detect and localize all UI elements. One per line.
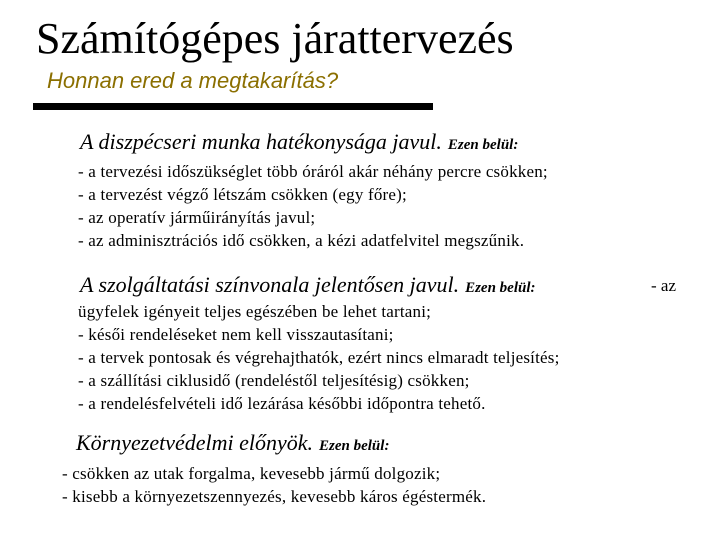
section-1-title: A diszpécseri munka hatékonysága javul. [80,129,442,154]
section-3-title: Környezetvédelmi előnyök. [76,430,314,455]
section-2-tail-text: - az [651,276,677,295]
section-3-heading [76,430,389,456]
slide-title: Számítógépes járattervezés [36,14,514,63]
list-item: - a tervezést végző létszám csökken (egy főre); [78,185,407,204]
list-item: - az adminisztrációs idő csökken, a kézi adatfelvitel megszűnik. [78,231,525,250]
section-2-sublabel: Ezen belül: [465,280,536,296]
list-item: - csökken az utak forgalma, kevesebb jármű dolgozik; [62,464,441,483]
list-item: - a tervezési időszükséglet több óráról akár néhány percre csökken; [78,162,548,181]
title-underline [33,103,433,110]
list-item: - a tervek pontosak és végrehajthatók, ezért nincs elmaradt teljesítés; [78,348,560,367]
section-3-list [62,462,486,508]
section-2-title: A szolgáltatási színvonala jelentősen javul. [80,272,460,297]
list-item: - késői rendeléseket nem kell visszautasítani; [78,325,394,344]
list-item: ügyfelek igényeit teljes egészében be lehet tartani; [78,302,432,321]
list-item: - a szállítási ciklusidő (rendeléstől teljesítésig) csökken; [78,371,470,390]
section-3-sublabel: Ezen belül: [319,438,390,454]
list-item: - a rendelésfelvételi idő lezárása későbbi időpontra tehető. [78,394,486,413]
section-2-heading [80,272,536,298]
list-item: - az operatív járműirányítás javul; [78,208,316,227]
section-1-list [78,160,548,252]
section-1-sublabel: Ezen belül: [447,137,519,153]
slide-subtitle: Honnan ered a megtakarítás? [47,68,339,93]
section-1-heading [80,129,518,155]
section-2-list [78,300,560,415]
list-item: - kisebb a környezetszennyezés, kevesebb káros égéstermék. [62,487,487,506]
